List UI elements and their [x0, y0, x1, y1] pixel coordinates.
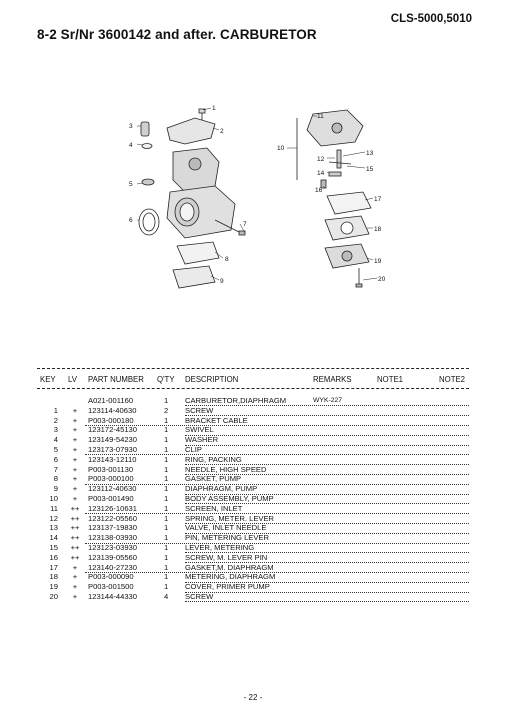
table-row: [37, 553, 469, 563]
page-number: - 22 -: [243, 693, 263, 702]
row-part-number: 123112-40630: [88, 484, 137, 494]
row-quantity: 1: [164, 444, 169, 454]
row-key: 11: [50, 503, 58, 513]
col-note1: NOTE1: [377, 375, 403, 384]
row-description: SCREW: [185, 591, 214, 601]
row-key: 3: [53, 425, 58, 435]
col-qty: Q'TY: [157, 375, 175, 384]
row-part-number: P003-000100: [88, 474, 134, 484]
col-note2: NOTE2: [439, 375, 465, 384]
row-key: 10: [49, 493, 58, 503]
row-key: 19: [49, 582, 58, 592]
table-row: [37, 494, 469, 504]
row-key: 20: [49, 591, 58, 601]
row-key: 5: [53, 444, 58, 454]
row-level: +: [72, 405, 78, 415]
callout-11: 11: [317, 113, 324, 120]
callout-20: 20: [378, 276, 386, 283]
col-remarks: REMARKS: [313, 375, 352, 384]
row-part-number: P003-000090: [88, 572, 134, 582]
row-part-number: P003-001500: [88, 582, 134, 592]
row-description: GASKET, PUMP: [185, 474, 242, 484]
row-level: +: [72, 444, 78, 454]
table-row: [37, 465, 469, 475]
row-part-number: 123144-44330: [88, 591, 137, 601]
callout-16: 16: [315, 187, 323, 194]
row-description: SWIVEL: [185, 425, 214, 435]
row-part-number: 123149-54230: [88, 435, 137, 445]
row-key: 12: [49, 513, 58, 523]
row-key: 7: [53, 464, 58, 474]
row-quantity: 1: [164, 435, 169, 445]
table-header: [37, 375, 469, 387]
carburetor-exploded-diagram: [115, 100, 405, 300]
row-description: PIN, METERING LEVER: [185, 533, 269, 543]
row-description: BRACKET CABLE: [185, 415, 248, 425]
row-part-number: 123138-03930: [88, 533, 137, 543]
row-part-number: 123122-05560: [88, 513, 137, 523]
callout-3: 3: [129, 123, 133, 130]
row-level: +: [72, 464, 78, 474]
row-description: BODY ASSEMBLY, PUMP: [185, 493, 274, 503]
page-title: 8-2 Sr/Nr 3600142 and after. CARBURETOR: [37, 27, 317, 42]
parts-table-body: [37, 396, 469, 602]
row-part-number: P003-001490: [88, 493, 134, 503]
callout-12: 12: [317, 156, 325, 163]
row-description: LEVER, METERING: [185, 542, 255, 552]
table-row: [37, 455, 469, 465]
row-description: SPRING, METER. LEVER: [185, 513, 275, 523]
row-description: SCREW, M. LEVER PIN: [185, 552, 268, 562]
row-key: 17: [49, 562, 58, 572]
row-key: 9: [53, 484, 58, 494]
row-part-number: 123172-45130: [88, 425, 137, 435]
row-quantity: 1: [164, 454, 169, 464]
row-level: +: [72, 562, 78, 572]
table-top-rule: [37, 368, 469, 369]
row-description: WASHER: [185, 435, 219, 445]
row-quantity: 1: [164, 533, 169, 543]
row-description: SCREW: [185, 405, 214, 415]
row-part-number: 123114-40630: [88, 405, 137, 415]
table-row: [37, 523, 469, 533]
row-level: ++: [70, 513, 80, 523]
table-header-rule: [37, 388, 469, 389]
row-part-number: 123140-27230: [88, 562, 137, 572]
col-part-number: PART NUMBER: [88, 375, 144, 384]
row-quantity: 1: [164, 493, 169, 503]
row-key: 1: [53, 405, 58, 415]
row-key: 2: [53, 415, 58, 425]
table-row: [37, 514, 469, 524]
callout-6: 6: [129, 217, 133, 224]
col-description: DESCRIPTION: [185, 375, 239, 384]
row-description: DIAPHRAGM, PUMP: [185, 484, 258, 494]
row-quantity: 1: [164, 503, 169, 513]
col-key: KEY: [40, 375, 56, 384]
row-level: +: [72, 591, 78, 601]
callout-14: 14: [317, 170, 325, 177]
row-description: SCREEN, INLET: [185, 503, 243, 513]
row-quantity: 1: [164, 523, 169, 533]
row-level: +: [72, 493, 78, 503]
row-key: 16: [49, 552, 58, 562]
callout-2: 2: [220, 128, 224, 135]
callout-18: 18: [374, 226, 382, 233]
row-remarks: WYK-227: [313, 397, 343, 404]
table-row: [37, 445, 469, 455]
row-quantity: 1: [164, 396, 169, 405]
callout-1: 1: [212, 105, 216, 112]
row-description: RING, PACKING: [185, 454, 242, 464]
row-part-number: 123143-12110: [88, 454, 137, 464]
row-quantity: 1: [164, 425, 169, 435]
row-part-number: A021-001160: [88, 396, 134, 405]
row-description: NEEDLE, HIGH SPEED: [185, 464, 267, 474]
row-part-number: 123137-19830: [88, 523, 137, 533]
row-level: +: [72, 582, 78, 592]
row-quantity: 1: [164, 513, 169, 523]
callout-10: 10: [277, 145, 285, 152]
row-quantity: 2: [164, 405, 169, 415]
callout-4: 4: [129, 142, 133, 149]
row-key: 15: [49, 542, 58, 552]
row-level: ++: [70, 533, 80, 543]
table-row: [37, 543, 469, 553]
row-quantity: 4: [164, 591, 169, 601]
row-quantity: 1: [164, 562, 169, 572]
row-quantity: 1: [164, 484, 169, 494]
row-part-number: 123123-03930: [88, 542, 137, 552]
row-description: GASKET,M. DIAPHRAGM: [185, 562, 274, 572]
row-description: COVER, PRIMER PUMP: [185, 582, 270, 592]
row-key: 18: [49, 572, 58, 582]
model-number: CLS-5000,5010: [390, 13, 472, 25]
row-level: ++: [70, 503, 80, 513]
row-level: +: [72, 484, 78, 494]
row-level: ++: [70, 552, 80, 562]
row-key: 14: [49, 533, 58, 543]
row-key: 13: [49, 523, 58, 533]
row-quantity: 1: [164, 542, 169, 552]
row-part-number: P003-000180: [88, 415, 134, 425]
row-part-number: 123139-05560: [88, 552, 137, 562]
row-level: ++: [70, 523, 80, 533]
table-row: [37, 572, 469, 582]
row-key: 4: [53, 435, 58, 445]
table-row: [37, 533, 469, 543]
row-level: +: [72, 425, 78, 435]
table-row: [37, 474, 469, 484]
callout-5: 5: [129, 181, 133, 188]
row-part-number: 123126-10631: [88, 503, 137, 513]
table-row: [37, 504, 469, 514]
row-level: ++: [70, 542, 80, 552]
row-key: 8: [53, 474, 58, 484]
row-level: +: [72, 474, 78, 484]
table-row: [37, 435, 469, 445]
row-quantity: 1: [164, 464, 169, 474]
table-row: [37, 484, 469, 494]
row-quantity: 1: [164, 572, 169, 582]
row-description: VALVE, INLET NEEDLE: [185, 523, 267, 533]
row-key: 6: [53, 454, 58, 464]
table-row: [37, 563, 469, 573]
row-quantity: 1: [164, 415, 169, 425]
callout-15: 15: [366, 166, 374, 173]
row-level: +: [72, 454, 78, 464]
row-quantity: 1: [164, 552, 169, 562]
row-part-number: 123173-07930: [88, 444, 137, 454]
table-row: [37, 592, 469, 602]
row-description: CLIP: [185, 444, 202, 454]
callout-17: 17: [374, 196, 382, 203]
row-part-number: P003-001130: [88, 464, 134, 474]
row-divider: [185, 601, 469, 602]
row-level: +: [72, 572, 78, 582]
row-description: METERING, DIAPHRAGM: [185, 572, 276, 582]
callout-9: 9: [220, 278, 224, 285]
callout-13: 13: [366, 150, 374, 157]
table-row: [37, 582, 469, 592]
row-description: CARBURETOR,DIAPHRAGM: [185, 396, 287, 405]
col-lv: LV: [68, 375, 77, 384]
row-level: +: [72, 415, 78, 425]
callout-19: 19: [374, 258, 382, 265]
callout-7: 7: [243, 221, 247, 228]
callout-8: 8: [225, 256, 229, 263]
row-level: +: [72, 435, 78, 445]
row-quantity: 1: [164, 582, 169, 592]
row-quantity: 1: [164, 474, 169, 484]
